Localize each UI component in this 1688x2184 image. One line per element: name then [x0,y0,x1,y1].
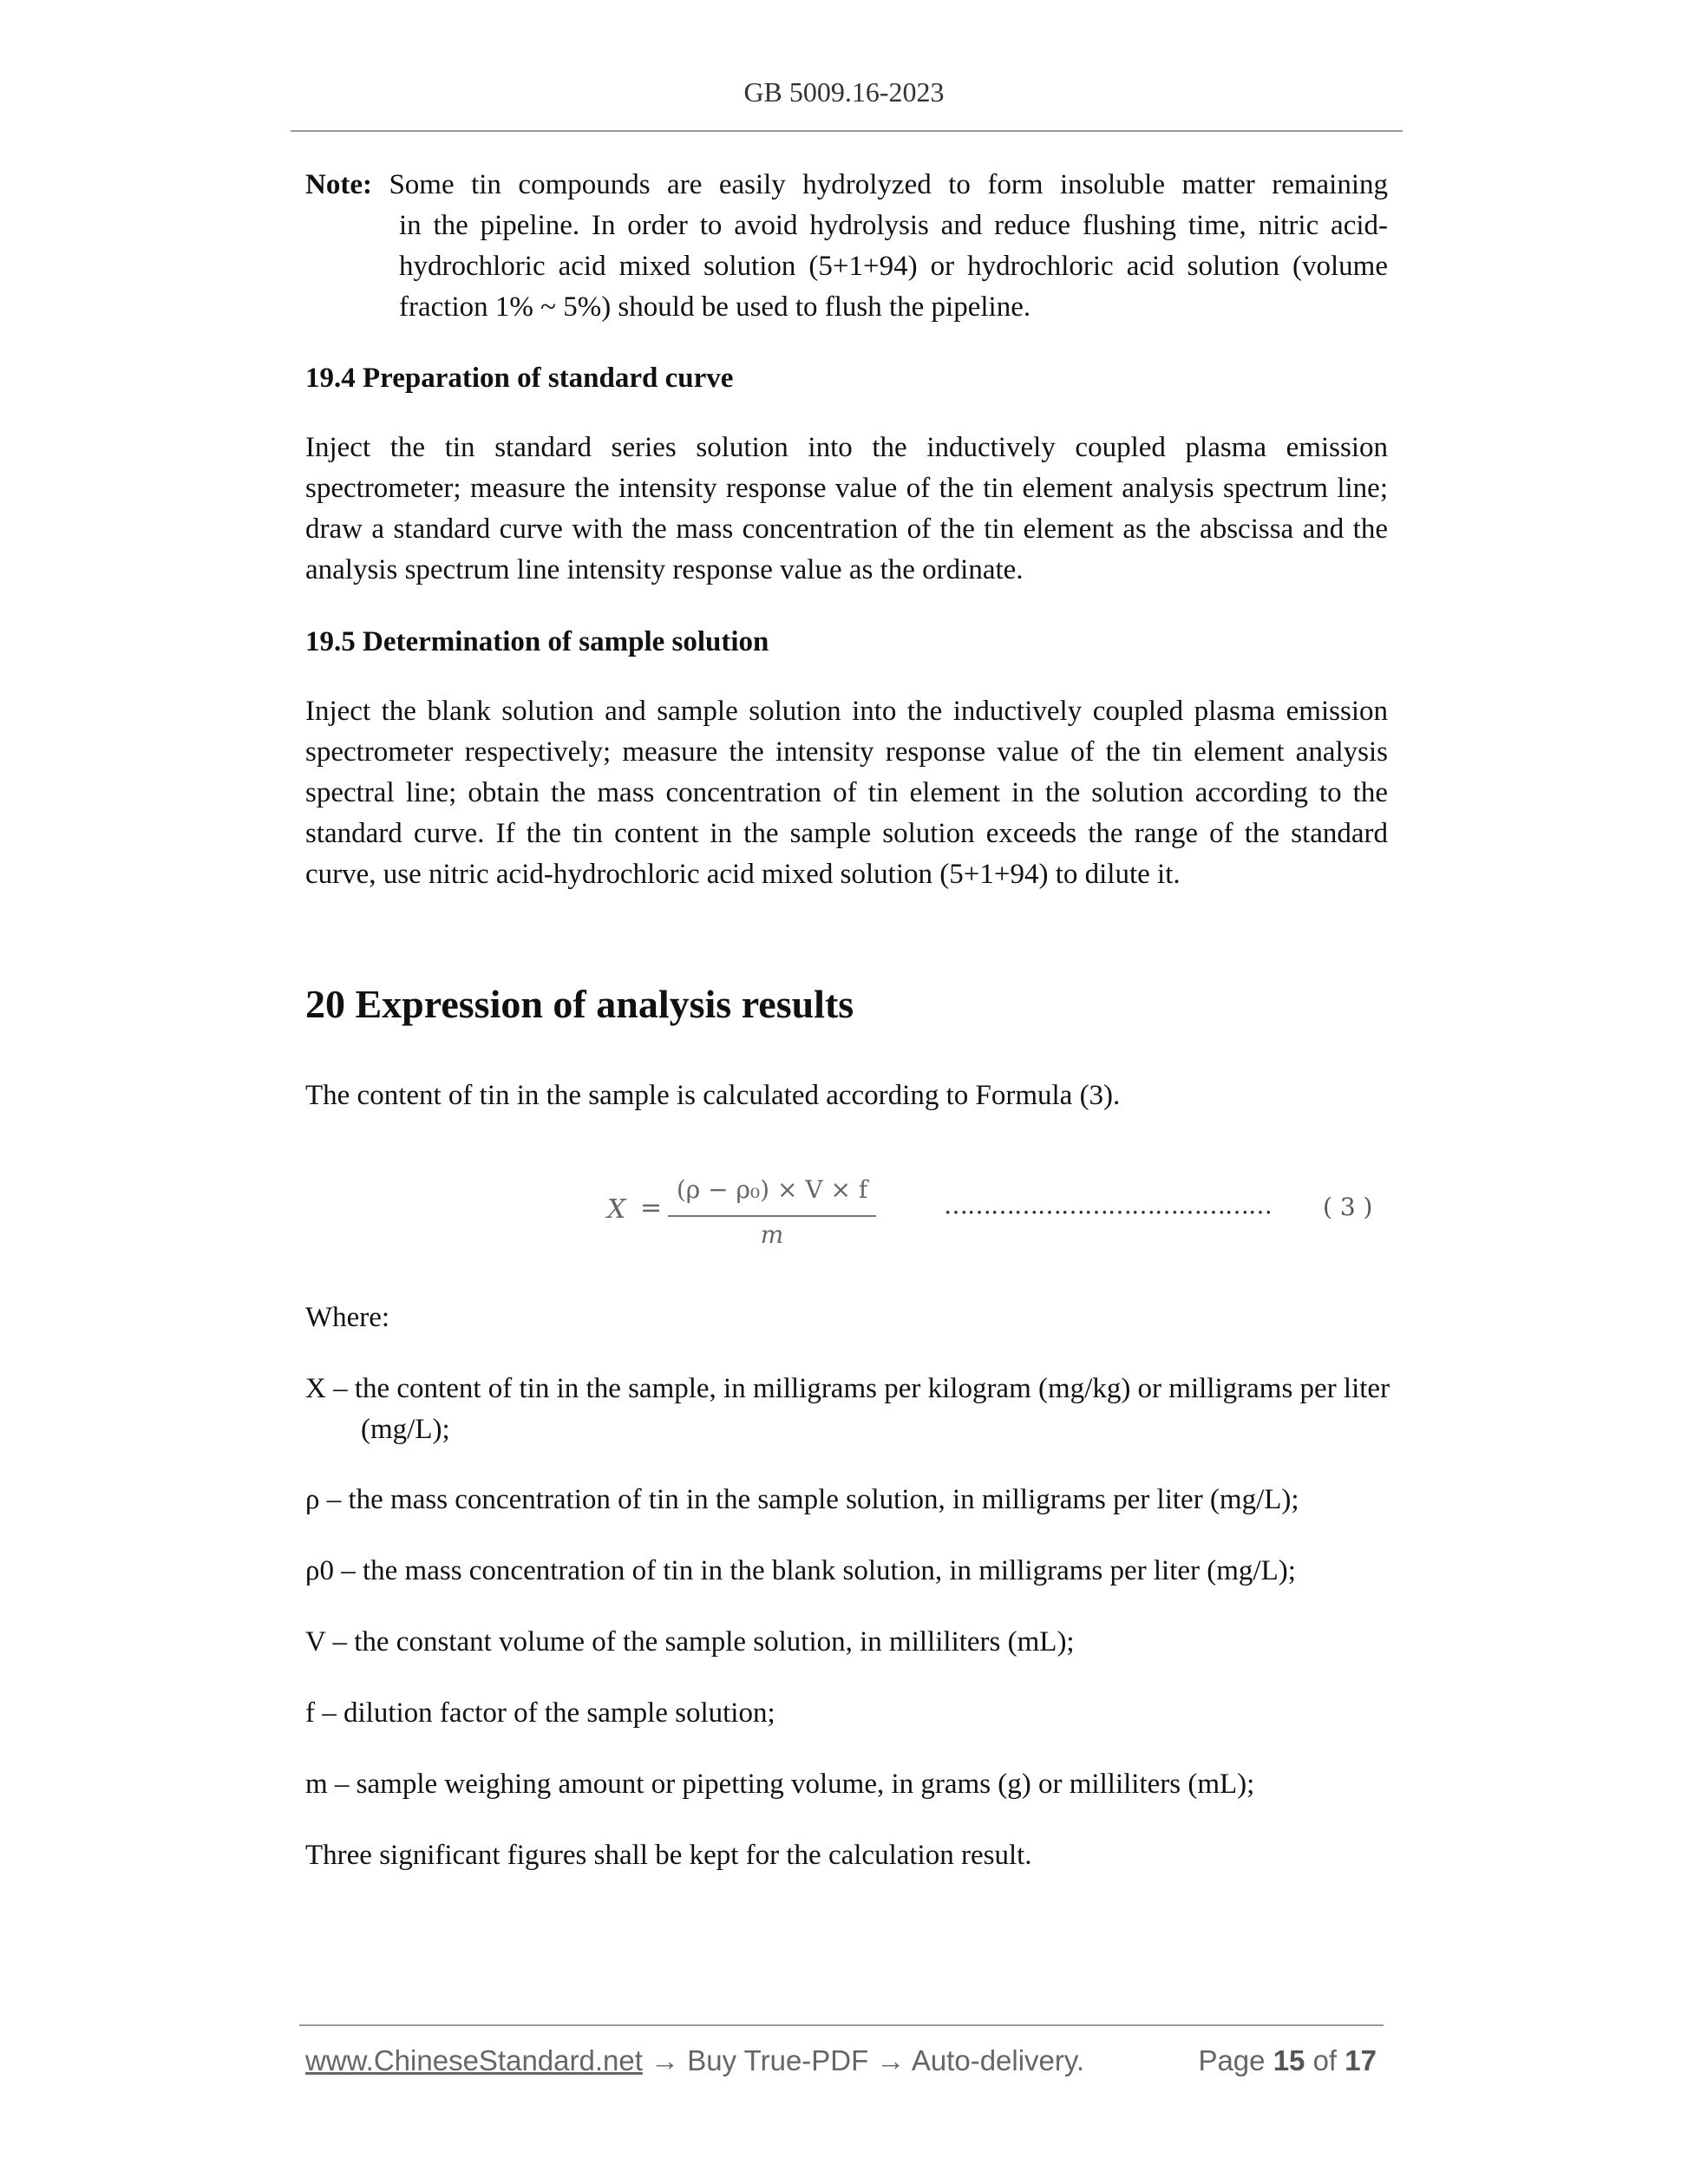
page-total: 17 [1345,2044,1377,2076]
footer-tagline: → Buy True-PDF → Auto-delivery. [642,2044,1085,2076]
definition-item: ρ – the mass concentration of tin in the sample solution, in milligrams per liter (mg/L); [305,1484,1299,1515]
footer-divider [299,2024,1384,2026]
definition-item: m – sample weighing amount or pipetting volume, in grams (g) or milliliters (mL); [305,1769,1255,1800]
definition-item: ρ0 – the mass concentration of tin in the blank solution, in milligrams per liter (mg/L); [305,1555,1296,1586]
page-current: 15 [1273,2044,1305,2076]
formula-intro: The content of tin in the sample is calculated according to Formula (3). [305,1080,1121,1111]
note-first-line [305,165,1388,206]
formula-3 [599,1175,1388,1253]
section-19-5-heading: 19.5 Determination of sample solution [305,626,769,657]
page-indicator [1198,2044,1377,2077]
definition-item: X – the content of tin in the sample, in milligrams per kilogram (mg/kg) or milligrams per liter (mg/L); [305,1373,1390,1445]
note-continuation: in the pipeline. In order to avoid hydrolysis and reduce flushing time, nitric acid-hydrochloric acid mixed solution (5+1+94) or hydrochloric acid solution (volume fraction 1% ~ 5%) should be used to flush the pipeline. [399,210,1388,323]
of-label: of [1312,2044,1338,2076]
section-19-4-paragraph: Inject the tin standard series solution into the inductively coupled plasma emission spectrometer; measure the intensity response value of the tin element analysis spectrum line; draw a standard curve with the mass concentration of the tin element as the abscissa and the analysis spectrum line intensity response value as the ordinate. [305,432,1388,585]
note-label: Note: [305,169,372,200]
document-id: GB 5009.16-2023 [743,76,945,108]
section-19-5-paragraph: Inject the blank solution and sample solution into the inductively coupled plasma emission spectrometer respectively; measure the intensity response value of the tin element analysis spectral line; obtain the mass concentration of tin element in the solution according to the standard curve. If the tin content in the sample solution exceeds the range of the standard curve, use nitric acid-hydrochloric acid mixed solution (5+1+94) to dilute it. [305,696,1388,890]
formula-fraction-bar [668,1215,876,1217]
section-19-4-heading: 19.4 Preparation of standard curve [305,363,734,394]
website-link[interactable]: www.ChineseStandard.net [305,2044,643,2076]
formula-leader-dots: …………………………………… [944,1191,1272,1220]
header-divider [291,130,1403,132]
page-footer [305,2044,1381,2077]
formula-denominator: m [760,1220,784,1249]
definition-item: V – the constant volume of the sample solution, in milliliters (mL); [305,1626,1075,1658]
section-20-heading: 20 Expression of analysis results [305,982,854,1026]
note-first-text: Some tin compounds are easily hydrolyzed to form insoluble matter remaining [389,169,1388,200]
note-block [305,165,1388,328]
definition-item: f – dilution factor of the sample solution; [305,1697,775,1729]
where-label: Where: [305,1302,390,1333]
closing-note: Three significant figures shall be kept for the calculation result. [305,1840,1032,1871]
formula-lhs: X [607,1194,626,1225]
formula-equals: = [640,1193,663,1223]
formula-number: ( 3 ) [1323,1193,1373,1221]
formula-numerator: (ρ − ρ₀) × V × f [676,1175,868,1204]
page-label: Page [1198,2044,1266,2076]
